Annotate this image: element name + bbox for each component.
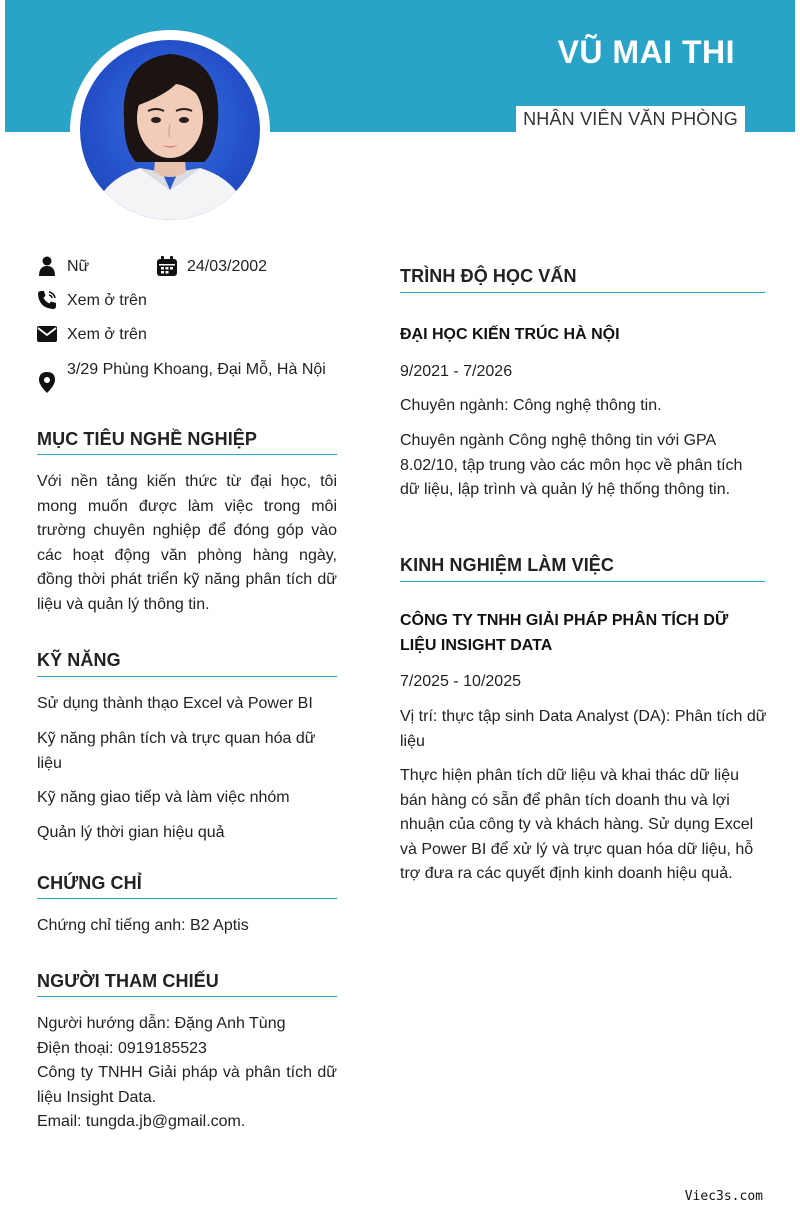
education-period: 9/2021 - 7/2026 [400, 363, 513, 380]
experience-title: KINH NGHIỆM LÀM VIỆC [400, 555, 615, 575]
watermark: Viec3s.com [684, 1189, 763, 1204]
reference-phone: Điện thoại: 0919185523 [37, 1039, 207, 1057]
reference-email: Email: tungda.jb@gmail.com. [37, 1113, 246, 1131]
gender-row [37, 254, 89, 279]
education-title: TRÌNH ĐỘ HỌC VẤN [400, 266, 577, 286]
reference-block [37, 1012, 337, 1135]
person-icon [37, 255, 57, 277]
section-divider [400, 581, 765, 582]
experience-period: 7/2025 - 10/2025 [400, 673, 521, 690]
section-divider [37, 676, 337, 677]
skill-item: Kỹ năng giao tiếp và làm việc nhóm [37, 789, 290, 806]
education-description: Chuyên ngành Công nghệ thông tin với GPA 8.02/10, tập trung vào các môn học về phân tích dữ liệu, lập trình và quản lý hệ thống thông tin. [400, 432, 743, 499]
objective-text: Với nền tảng kiến thức từ đại học, tôi mong muốn được làm việc trong môi trường chuyên nghiệp để đóng góp vào các hoạt động văn phòng hàng ngày, đồng thời phát triển kỹ năng phân tích dữ liệu và quản lý thông tin. [37, 473, 337, 613]
calendar-icon [157, 255, 177, 277]
section-divider [37, 898, 337, 899]
avatar [80, 40, 260, 220]
job-title: NHÂN VIÊN VĂN PHÒNG [516, 106, 745, 132]
certificates-title: CHỨNG CHỈ [37, 873, 142, 893]
references-title: NGƯỜI THAM CHIẾU [37, 971, 219, 991]
phone-value: Xem ở trên [67, 292, 147, 309]
experience-position: Vị trí: thực tập sinh Data Analyst (DA): Phân tích dữ liệu [400, 708, 767, 750]
education-school: ĐẠI HỌC KIẾN TRÚC HÀ NỘI [400, 326, 620, 343]
email-value: Xem ở trên [67, 326, 147, 343]
experience-description: Thực hiện phân tích dữ liệu và khai thác dữ liệu bán hàng có sẵn để phân tích doanh thu và lợi nhuận của công ty và khách hàng. Sử dụng Excel và Power BI để xử lý và trực quan hóa dữ liệu, hỗ trợ đưa ra các quyết định kinh doanh hiệu quả. [400, 767, 754, 883]
skill-item: Kỹ năng phân tích và trực quan hóa dữ liệu [37, 730, 316, 772]
skill-item: Sử dụng thành thạo Excel và Power BI [37, 695, 313, 712]
skill-item: Quản lý thời gian hiệu quả [37, 824, 225, 841]
education-major: Chuyên ngành: Công nghệ thông tin. [400, 397, 662, 414]
location-pin-icon [37, 371, 57, 393]
experience-company: CÔNG TY TNHH GIẢI PHÁP PHÂN TÍCH DỮ LIỆU INSIGHT DATA [400, 612, 729, 654]
phone-icon [37, 289, 57, 311]
section-divider [37, 454, 337, 455]
birthday-row [157, 254, 267, 279]
address-value: 3/29 Phùng Khoang, Đại Mỗ, Hà Nội [67, 361, 326, 378]
phone-row [37, 288, 147, 313]
section-divider [37, 996, 337, 997]
skills-title: KỸ NĂNG [37, 650, 121, 670]
section-divider [400, 292, 765, 293]
reference-company: Công ty TNHH Giải pháp và phân tích dữ liệu Insight Data. [37, 1064, 337, 1106]
address-row [37, 357, 337, 393]
gender-value: Nữ [67, 258, 90, 275]
objective-title: MỤC TIÊU NGHỀ NGHIỆP [37, 429, 258, 449]
reference-mentor: Người hướng dẫn: Đặng Anh Tùng [37, 1015, 286, 1032]
birthday-value: 24/03/2002 [187, 258, 268, 275]
certificate-item: Chứng chỉ tiếng anh: B2 Aptis [37, 917, 249, 934]
email-row [37, 322, 147, 347]
envelope-icon [37, 323, 57, 345]
candidate-name: VŨ MAI THI [557, 34, 735, 70]
